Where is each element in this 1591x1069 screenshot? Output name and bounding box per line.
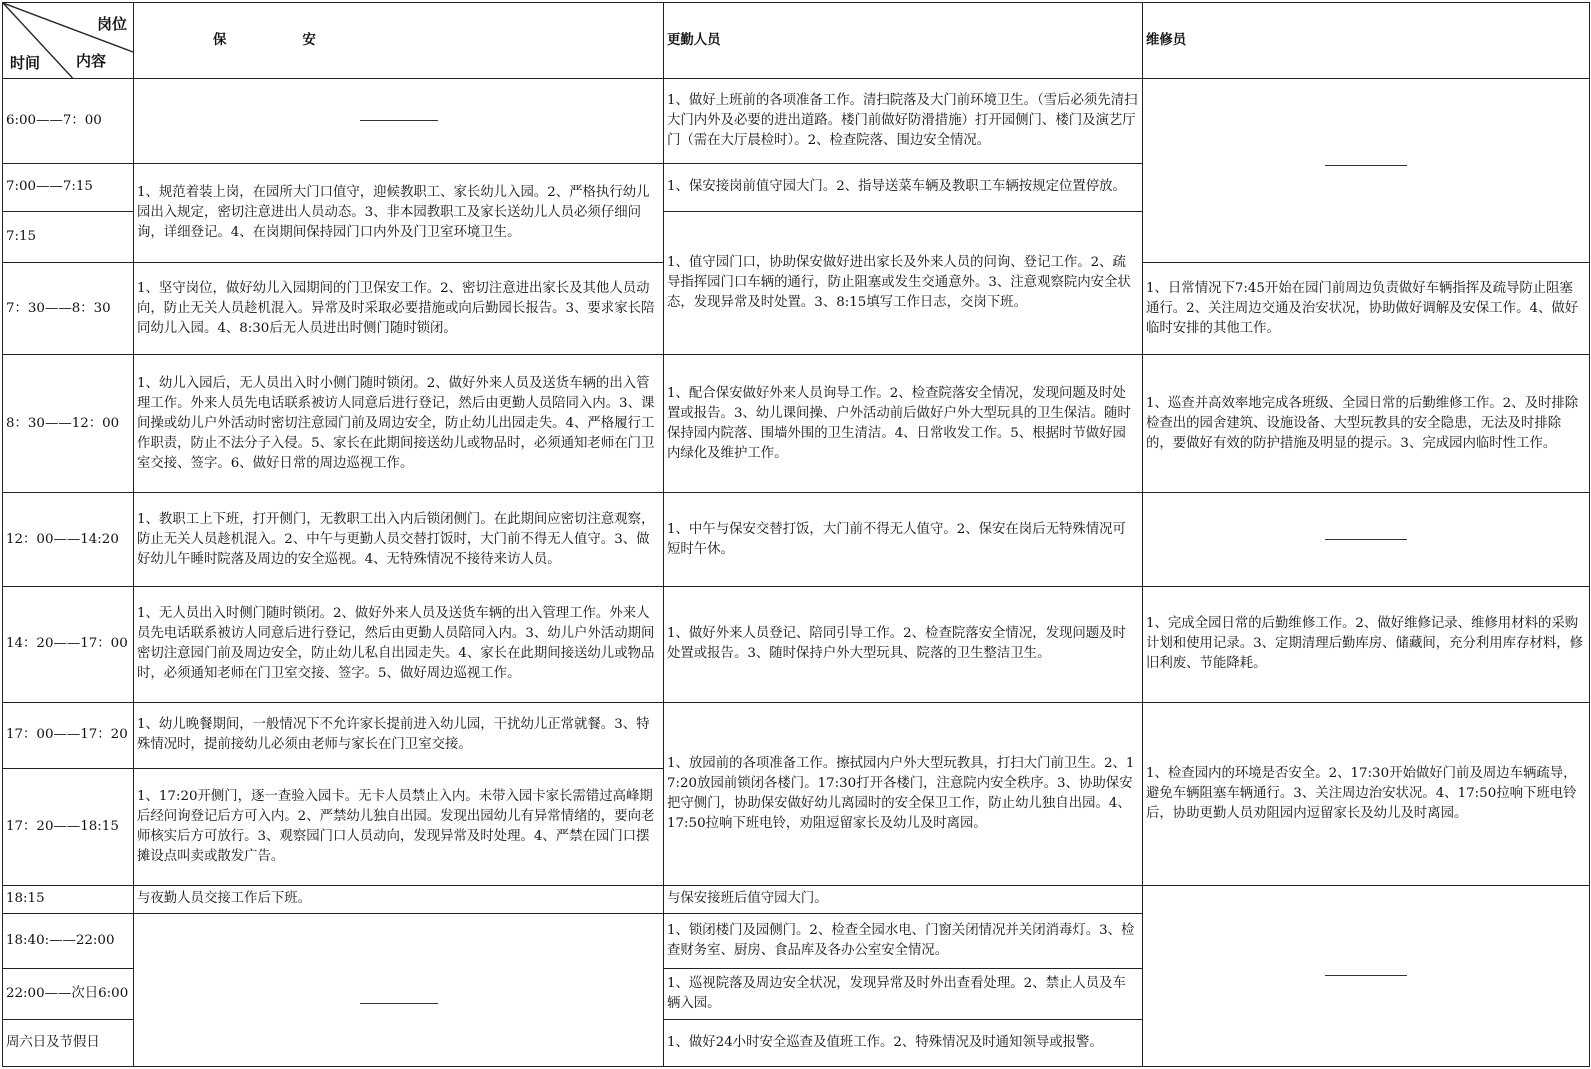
empty-dash <box>1325 975 1407 976</box>
schedule-row <box>3 885 1590 913</box>
maintenance-cell: 1、日常情况下7:45开始在园门前周边负责做好车辆指挥及疏导防止阻塞通行。2、关注周边交通及治安状况，协助做好调解及安保工作。4、做好临时安排的其他工作。 <box>1143 263 1590 355</box>
corner-header-cell <box>3 3 134 79</box>
empty-dash <box>360 120 438 121</box>
maintenance-cell: 1、巡查并高效率地完成各班级、全园日常的后勤维修工作。2、及时排除检查出的园舍建筑、设施设备、大型玩教具的安全隐患，无法及时排除的，要做好有效的防护措施及明显的提示。3、完成园内临时性工作。 <box>1143 355 1590 493</box>
header-row <box>3 3 1590 79</box>
security-cell: 与夜勤人员交接工作后下班。 <box>134 885 664 913</box>
corner-time-label: 时间 <box>10 53 41 72</box>
column-header-maintenance: 维修员 <box>1143 3 1590 79</box>
maintenance-cell-empty <box>1143 78 1590 262</box>
maintenance-cell: 1、完成全园日常的后勤维修工作。2、做好维修记录、维修用材料的采购计划和使用记录。3、定期清理后勤库房、储藏间，充分利用库存材料，修旧利废、节能降耗。 <box>1143 587 1590 702</box>
empty-dash <box>360 1003 438 1004</box>
security-cell: 1、幼儿晚餐期间，一般情况下不允许家长提前进入幼儿园，干扰幼儿正常就餐。3、特殊情况时，提前接幼儿必须由老师与家长在门卫室交接。 <box>134 702 664 769</box>
column-header-duty-staff: 更勤人员 <box>664 3 1143 79</box>
time-cell: 7：30——8：30 <box>3 263 134 355</box>
maintenance-cell-empty <box>1143 885 1590 1066</box>
security-cell: 1、教职工上下班，打开侧门，无教职工出入内后锁闭侧门。在此期间应密切注意观察，防止无关人员趁机混入。2、中午与更勤人员交替打饭时，大门前不得无人值守。3、做好幼儿午睡时院落及周边的安全巡视。4、无特殊情况不接待来访人员。 <box>134 492 664 586</box>
duty-cell: 与保安接班后值守园大门。 <box>664 885 1143 913</box>
duty-cell: 1、值守园门口，协助保安做好进出家长及外来人员的问询、登记工作。2、疏导指挥园门口车辆的通行，防止阻塞或发生交通意外。3、注意观察院内安全状态，发现异常及时处置。3、8:15填写工作日志，交岗下班。 <box>664 211 1143 355</box>
security-cell: 1、17:20开侧门，逐一查验入园卡。无卡人员禁止入内。未带入园卡家长需错过高峰期后经问询登记后方可入内。2、严禁幼儿独自出园。发现出园幼儿有异常情绪的，要向老师核实后方可放行。3、观察园门口人员动向，发现异常及时处理。4、严禁在园门口摆摊设点叫卖或散发广告。 <box>134 769 664 885</box>
time-cell: 14：20——17：00 <box>3 587 134 702</box>
schedule-row <box>3 355 1590 493</box>
schedule-row <box>3 492 1590 586</box>
time-cell: 18:15 <box>3 885 134 913</box>
duty-cell: 1、做好外来人员登记、陪同引导工作。2、检查院落安全情况，发现问题及时处置或报告。3、随时保持户外大型玩具、院落的卫生整洁卫生。 <box>664 587 1143 702</box>
duty-cell: 1、巡视院落及周边安全状况，发现异常及时外出查看处理。2、禁止人员及车辆入园。 <box>664 968 1143 1020</box>
maintenance-cell-empty <box>1143 492 1590 586</box>
duty-cell: 1、锁闭楼门及园侧门。2、检查全园水电、门窗关闭情况并关闭消毒灯。3、检查财务室、厨房、食品库及各办公室安全情况。 <box>664 914 1143 969</box>
time-cell: 7:00——7:15 <box>3 163 134 211</box>
duty-cell: 1、做好上班前的各项准备工作。清扫院落及大门前环境卫生。（雪后必须先清扫大门内外及必要的进出道路。楼门前做好防滑措施）打开园侧门、楼门及演艺厅门（需在大厅晨检时）。2、检查院落、围边安全情况。 <box>664 78 1143 163</box>
time-cell: 12：00——14:20 <box>3 492 134 586</box>
schedule-row <box>3 78 1590 163</box>
duty-cell: 1、做好24小时安全巡查及值班工作。2、特殊情况及时通知领导或报警。 <box>664 1020 1143 1067</box>
time-cell: 18:40:——22:00 <box>3 914 134 969</box>
column-header-security-text: 保安 <box>213 32 392 49</box>
duty-schedule-table <box>2 2 1590 1067</box>
time-cell: 8：30——12：00 <box>3 355 134 493</box>
time-cell: 17：00——17：20 <box>3 702 134 769</box>
corner-post-label: 岗位 <box>96 15 127 33</box>
duty-cell: 1、保安接岗前值守园大门。2、指导送菜车辆及教职工车辆按规定位置停放。 <box>664 163 1143 211</box>
security-cell-empty <box>134 78 664 163</box>
column-header-security <box>134 3 664 79</box>
empty-dash <box>1325 539 1407 540</box>
time-cell: 22:00——次日6:00 <box>3 968 134 1020</box>
duty-cell: 1、中午与保安交替打饭，大门前不得无人值守。2、保安在岗后无特殊情况可短时午休。 <box>664 492 1143 586</box>
duty-cell: 1、配合保安做好外来人员询导工作。2、检查院落安全情况，发现问题及时处置或报告。3、幼儿课间操、户外活动前后做好户外大型玩具的卫生保洁。随时保持园内院落、围墙外围的卫生清洁。4、日常收发工作。5、根据时节做好园内绿化及维护工作。 <box>664 355 1143 493</box>
time-cell: 周六日及节假日 <box>3 1020 134 1067</box>
security-cell: 1、规范着装上岗，在园所大门口值守，迎候教职工、家长幼儿入园。2、严格执行幼儿园出入规定，密切注意进出人员动态。3、非本园教职工及家长送幼儿人员必须仔细问询，详细登记。4、在岗期间保持园门口内外及门卫室环境卫生。 <box>134 163 664 262</box>
time-cell: 17：20——18:15 <box>3 769 134 885</box>
security-cell: 1、坚守岗位，做好幼儿入园期间的门卫保安工作。2、密切注意进出家长及其他人员动向，防止无关人员趁机混入。异常及时采取必要措施或向后勤园长报告。3、要求家长陪同幼儿入园。4、8:30后无人员进出时侧门随时锁闭。 <box>134 263 664 355</box>
security-cell-empty <box>134 914 664 1067</box>
schedule-row <box>3 702 1590 769</box>
empty-dash <box>1325 165 1407 166</box>
duty-cell: 1、放园前的各项准备工作。擦拭园内户外大型玩教具，打扫大门前卫生。2、17:20放园前锁闭各楼门。17:30打开各楼门，注意院内安全秩序。3、协助保安把守侧门，协助保安做好幼儿离园时的安全保卫工作，防止幼儿独自出园。4、17:50拉响下班电铃，劝阻逗留家长及幼儿及时离园。 <box>664 702 1143 885</box>
time-cell: 6:00——7：00 <box>3 78 134 163</box>
security-cell: 1、无人员出入时侧门随时锁闭。2、做好外来人员及送货车辆的出入管理工作。外来人员先电话联系被访人同意后进行登记，然后由更勤人员陪同入内。3、幼儿户外活动期间密切注意园门前及周边安全，防止幼儿私自出园走失。4、家长在此期间接送幼儿或物品时，必须通知老师在门卫室交接、签字。5、做好周边巡视工作。 <box>134 587 664 702</box>
security-cell: 1、幼儿入园后，无人员出入时小侧门随时锁闭。2、做好外来人员及送货车辆的出入管理工作。外来人员先电话联系被访人同意后进行登记，然后由更勤人员陪同入内。3、课间操或幼儿户外活动时密切注意园门前及周边安全，防止幼儿出园走失。4、严格履行工作职责，防止不法分子入侵。5、家长在此期间接送幼儿或物品时，必须通知老师在门卫室交接、签字。6、做好日常的周边巡视工作。 <box>134 355 664 493</box>
maintenance-cell: 1、检查园内的环境是否安全。2、17:30开始做好门前及周边车辆疏导，避免车辆阻塞车辆通行。3、关注周边治安状况。4、17:50拉响下班电铃后，协助更勤人员劝阻园内逗留家长及幼儿及时离园。 <box>1143 702 1590 885</box>
corner-content-label: 内容 <box>76 51 107 70</box>
schedule-row <box>3 587 1590 702</box>
time-cell: 7:15 <box>3 211 134 263</box>
